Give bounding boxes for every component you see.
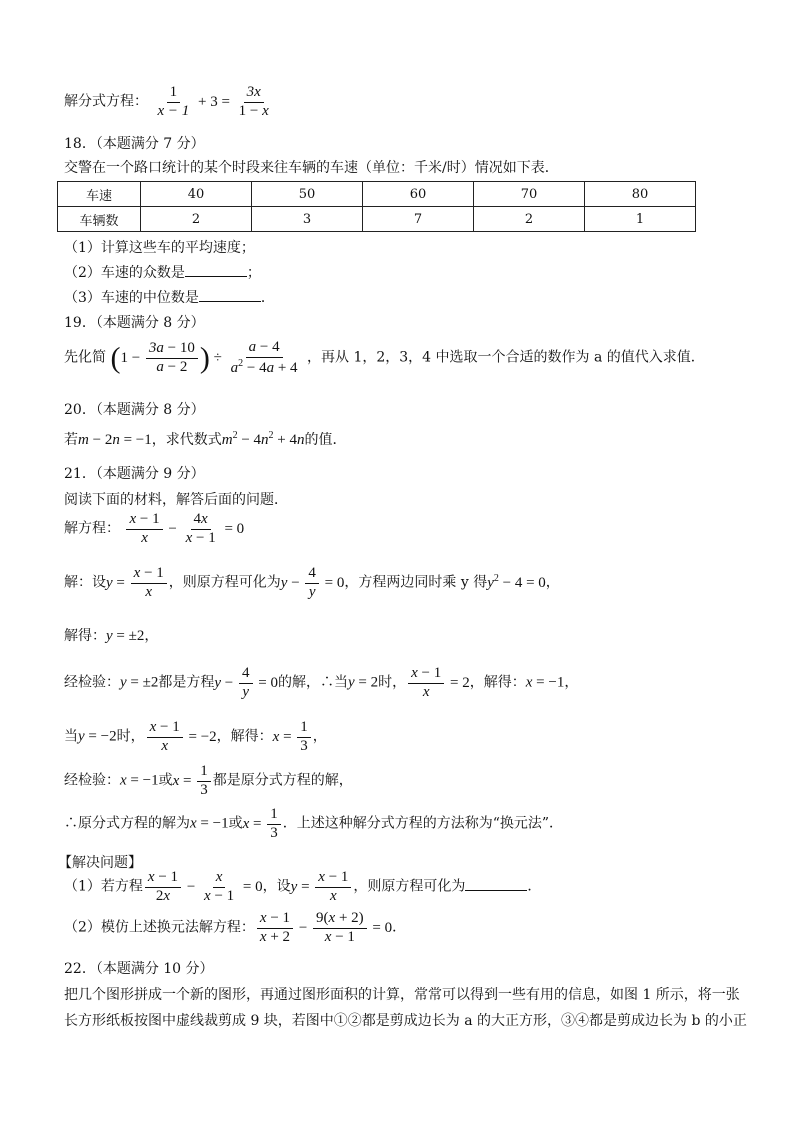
table-cell: 80	[585, 182, 696, 207]
q20-body: 若m − 2n = −1，求代数式$m^2 - 4n^2 + 4n$的值．	[64, 430, 347, 448]
q17-equation: 解分式方程： $\frac{1}{x - 1}$ + 3 = $\frac{3x}{1 - x}$	[64, 84, 269, 119]
table-cell: 60	[363, 182, 474, 207]
q21-sub1: （1）若方程 $\frac{x - 1}{2x}$ − $\frac{x}{x - 1}$ = 0，设y = $\frac{x - 1}{x}$ ，则原方程可化为 ．	[64, 869, 542, 904]
q22-header: 22．（本题满分 10 分）	[64, 961, 214, 977]
q21-header: 21．（本题满分 9 分）	[64, 466, 205, 482]
table-row	[58, 182, 696, 207]
q19-header: 19．（本题满分 8 分）	[64, 315, 205, 331]
table-cell: 车辆数	[58, 207, 141, 232]
table-cell: 50	[252, 182, 363, 207]
table-cell: 3	[252, 207, 363, 232]
q18-header: 18．（本题满分 7 分）	[64, 136, 205, 152]
q21-solution: 解：设y = $\frac{x - 1}{x}$ ，则原方程可化为y − $\frac{4}{y}$ = 0，方程两边同时乘 y 得$y^2 - 4 = 0$，	[64, 565, 560, 600]
q22-line1: 把几个图形拼成一个新的图形，再通过图形面积的计算，常常可以得到一些有用的信息，如图 1 所示，将一张	[64, 987, 740, 1003]
q21-solved: 解得：y = ±2，	[64, 628, 159, 644]
table-row	[58, 207, 696, 232]
q21-when: 当y = −2时， $\frac{x - 1}{x}$ = −2，解得：x = $\frac{1}{3}$ ，	[64, 719, 327, 754]
q21-conclusion: ∴原分式方程的解为x = −1或x = $\frac{1}{3}$ ．上述这种解分式方程的方法称为“换元法”．	[64, 806, 564, 841]
q21-equation: 解方程： $\frac{x - 1}{x}$ − $\frac{4x}{x - 1}$ = 0	[64, 511, 245, 546]
answer-blank	[199, 288, 261, 302]
speed-table	[57, 181, 696, 232]
q21-check: 经检验：y = ±2都是方程y − $\frac{4}{y}$ = 0的解，∴当y = 2时， $\frac{x - 1}{x}$ = 2，解得：x = −1，	[64, 665, 579, 700]
q18-part3: （3）车速的中位数是 ．	[64, 290, 275, 306]
table-cell: 7	[363, 207, 474, 232]
q18-part2: （2）车速的众数是 ；	[64, 265, 261, 281]
table-cell: 2	[141, 207, 252, 232]
answer-blank	[465, 877, 527, 891]
q21-check2: 经检验：x = −1或x = $\frac{1}{3}$ 都是原分式方程的解，	[64, 763, 353, 798]
q20-header: 20．（本题满分 8 分）	[64, 402, 205, 418]
q21-section: 【解决问题】	[58, 855, 142, 871]
q22-line2: 长方形纸板按图中虚线裁剪成 9 块，若图中①②都是剪成边长为 a 的大正方形，③④都是剪成边长为 b 的小正	[64, 1013, 747, 1029]
q21-intro: 阅读下面的材料，解答后面的问题．	[64, 492, 288, 508]
q21-sub2: （2）模仿上述换元法解方程： $\frac{x - 1}{x + 2}$ − $\frac{9(x + 2)}{x - 1}$ = 0．	[64, 910, 407, 945]
table-cell: 车速	[58, 182, 141, 207]
table-cell: 70	[474, 182, 585, 207]
answer-blank	[185, 263, 247, 277]
q18-intro: 交警在一个路口统计的某个时段来往车辆的车速（单位：千米/时）情况如下表．	[64, 160, 559, 176]
table-cell: 2	[474, 207, 585, 232]
q18-part1: （1）计算这些车的平均速度；	[64, 240, 255, 256]
table-cell: 40	[141, 182, 252, 207]
table-cell: 1	[585, 207, 696, 232]
q19-expression: 先化简 (1 − $\frac{3a - 10}{a - 2}$ ) ÷ $\frac{a - 4}{a^2 - 4a + 4}$ ，再从 1，2，3，4 中选取一个合适的数作为 a 的值代入求值．	[64, 339, 705, 376]
